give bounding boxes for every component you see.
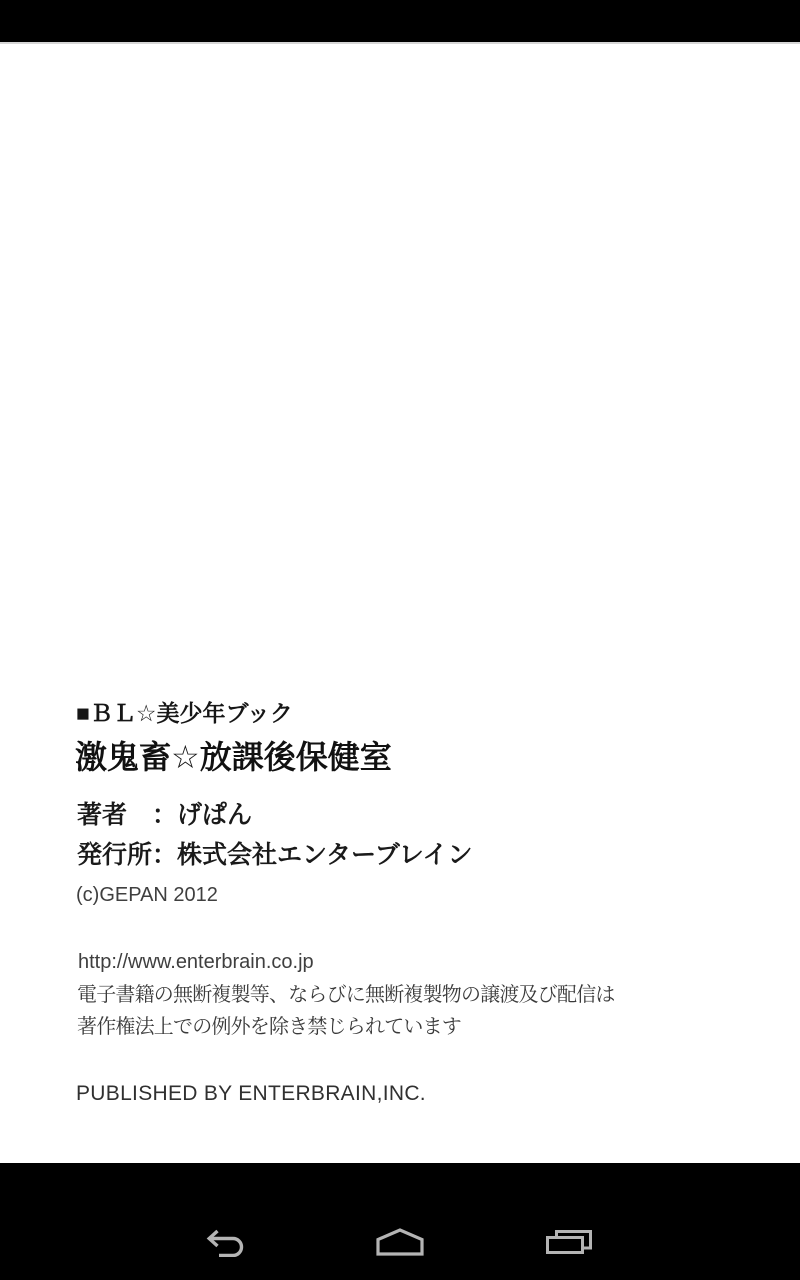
back-button[interactable] bbox=[206, 1229, 248, 1257]
recents-button[interactable] bbox=[546, 1230, 593, 1254]
back-icon bbox=[206, 1229, 248, 1257]
status-bar bbox=[0, 0, 800, 42]
book-page bbox=[0, 44, 800, 1163]
book-title: 激鬼畜☆放課後保健室 bbox=[75, 739, 392, 775]
publisher-line: 発行所：株式会社エンターブレイン bbox=[77, 841, 473, 869]
copyright-notice-2: 著作権法上での例外を除き禁じられています bbox=[77, 1016, 461, 1038]
publisher-english: PUBLISHED BY ENTERBRAIN,INC. bbox=[76, 1082, 426, 1105]
copyright-line: (c)GEPAN 2012 bbox=[76, 884, 218, 906]
recents-icon bbox=[546, 1230, 593, 1254]
series-label: ■ＢＬ☆美少年ブック bbox=[76, 700, 293, 726]
home-button[interactable] bbox=[376, 1228, 424, 1256]
publisher-url: http://www.enterbrain.co.jp bbox=[78, 951, 314, 973]
navigation-bar bbox=[0, 1163, 800, 1280]
author-line: 著者 ：げぱん bbox=[77, 801, 253, 829]
home-icon bbox=[376, 1228, 424, 1256]
copyright-notice-1: 電子書籍の無断複製等、ならびに無断複製物の譲渡及び配信は bbox=[77, 984, 615, 1006]
